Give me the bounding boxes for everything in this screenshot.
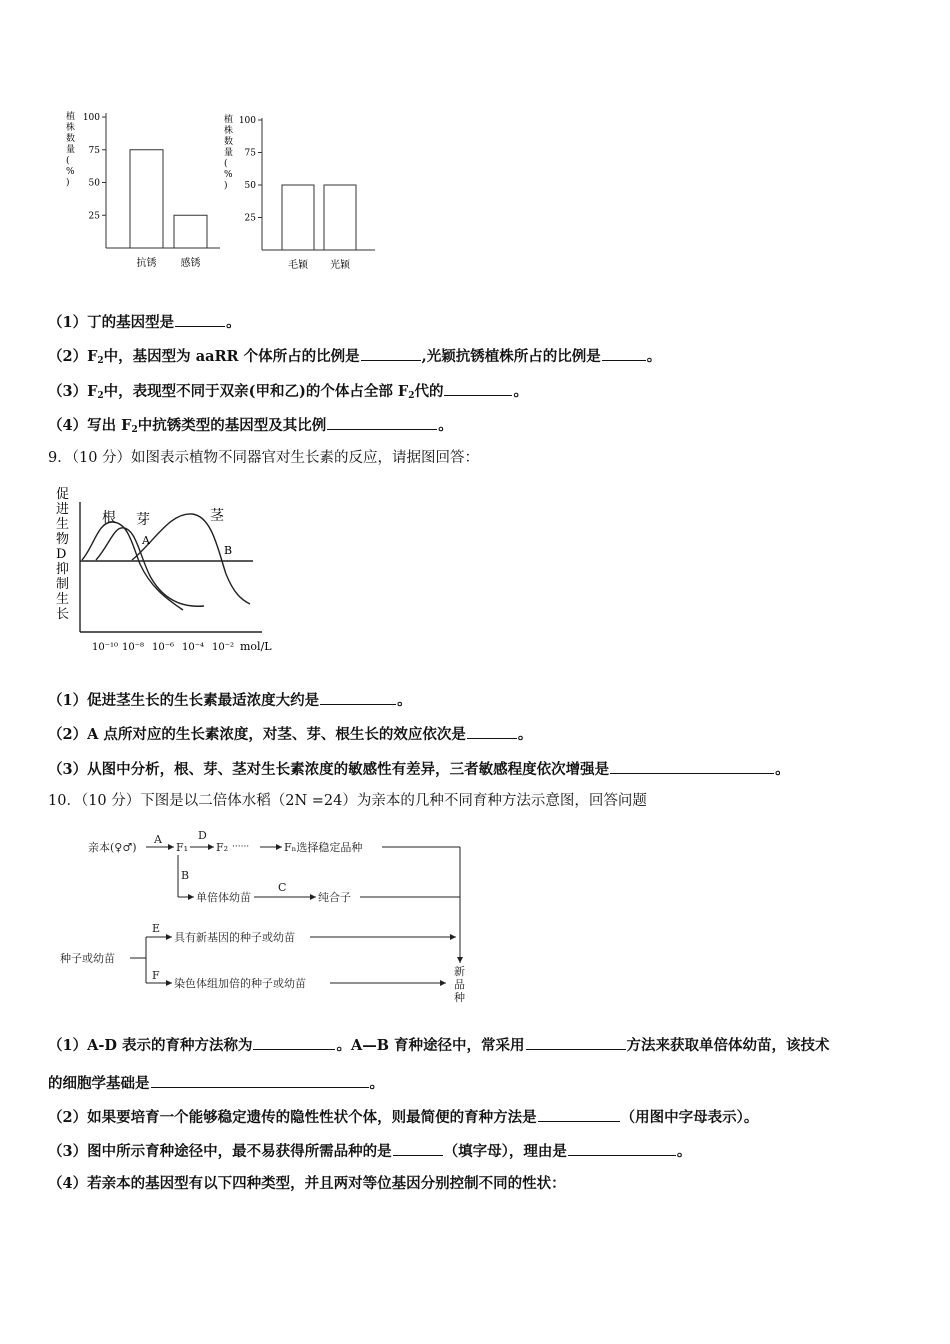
answer-blank[interactable] bbox=[602, 345, 646, 361]
bar-感锈 bbox=[174, 215, 207, 248]
ylabel-char: 长 bbox=[56, 607, 70, 622]
bar-chart-glume-hair bbox=[220, 108, 380, 276]
category-label: 毛颖 bbox=[288, 260, 308, 271]
x-tick-label: 10⁻⁸ bbox=[122, 642, 145, 653]
answer-blank[interactable] bbox=[320, 689, 396, 705]
bar-抗锈 bbox=[130, 150, 163, 248]
f1-label: F₁ bbox=[176, 841, 189, 854]
q10-header: 10．（10 分）下图是以二倍体水稻（2N =24）为亲本的几种不同育种方法示意图，回答问题 bbox=[48, 793, 647, 809]
new-variety-char: 新 bbox=[454, 965, 465, 978]
answer-blank[interactable] bbox=[568, 1140, 676, 1156]
answer-blank[interactable] bbox=[327, 414, 437, 430]
parent-label: 亲本(♀♂) bbox=[88, 841, 137, 854]
seed-label: 种子或幼苗 bbox=[60, 952, 115, 965]
answer-blank[interactable] bbox=[538, 1106, 620, 1122]
answer-blank[interactable] bbox=[526, 1034, 626, 1050]
ylabel-char: 物 bbox=[56, 532, 70, 547]
curve-label: 茎 bbox=[210, 508, 224, 524]
bar-chart-rust-resistance bbox=[60, 105, 230, 275]
answer-blank[interactable] bbox=[175, 311, 225, 327]
q10-subquestion-1-cont: 的细胞学基础是 。 bbox=[48, 1072, 384, 1094]
y-tick-label: 50 bbox=[88, 178, 100, 189]
x-unit-label: mol/L bbox=[240, 640, 272, 653]
label-B: B bbox=[181, 869, 190, 882]
new-variety-label bbox=[454, 965, 465, 1004]
q9-header: 9．（10 分）如图表示植物不同器官对生长素的反应，请据图回答： bbox=[48, 450, 480, 466]
ylabel-char: D bbox=[56, 547, 67, 562]
graph-ylabel bbox=[56, 487, 69, 622]
y-tick-label: 50 bbox=[244, 181, 256, 191]
answer-blank[interactable] bbox=[393, 1140, 443, 1156]
y-tick-label: 25 bbox=[88, 211, 100, 222]
bud-curve bbox=[96, 528, 204, 606]
q10-subquestion-2: （2）如果要培育一个能够稳定遗传的隐性性状个体，则最简便的育种方法是 （用图中字母表示）。 bbox=[48, 1106, 758, 1128]
x-tick-label: 10⁻² bbox=[212, 642, 235, 653]
category-label: 抗锈 bbox=[136, 258, 157, 269]
category-label: 感锈 bbox=[180, 258, 201, 269]
x-tick-label: 10⁻⁶ bbox=[152, 642, 175, 653]
y-tick-label: 100 bbox=[82, 113, 100, 123]
category-label: 光颖 bbox=[330, 260, 350, 271]
point-label: B bbox=[224, 544, 233, 557]
label-A: A bbox=[154, 833, 162, 846]
dots-label: ······ bbox=[232, 842, 250, 852]
x-tick-label: 10⁻⁴ bbox=[182, 642, 205, 653]
q10-subquestion-3: （3）图中所示育种途径中，最不易获得所需品种的是 （填字母），理由是 。 bbox=[48, 1140, 691, 1162]
q9-subquestion-2: （2）A 点所对应的生长素浓度，对茎、芽、根生长的效应依次是 。 bbox=[48, 723, 532, 745]
bar-光颖 bbox=[324, 185, 356, 250]
ylabel-char: 制 bbox=[56, 577, 70, 592]
q8-subquestion-1: （1）丁的基因型是 。 bbox=[48, 311, 241, 333]
q8-subquestion-2: $(2)F_2$中，基因型为 aaRR 个体所占的比例是 ,光颖抗锈植株所占的比例是 。 bbox=[48, 345, 661, 371]
y-tick-label: 25 bbox=[244, 213, 256, 224]
label-E: E bbox=[152, 922, 161, 935]
f2-label: F₂ bbox=[216, 841, 229, 854]
new-gene-label: 具有新基因的种子或幼苗 bbox=[174, 931, 295, 944]
new-variety-char: 品 bbox=[454, 978, 465, 991]
auxin-response-graph bbox=[50, 482, 290, 662]
answer-blank[interactable] bbox=[361, 345, 421, 361]
q10-subquestion-4: （4）若亲本的基因型有以下四种类型，并且两对等位基因分别控制不同的性状： bbox=[48, 1175, 566, 1192]
answer-blank[interactable] bbox=[444, 380, 512, 396]
q8-subquestion-4: （4）写出 $F_2$中抗锈类型的基因型及其比例 。 bbox=[48, 414, 453, 440]
y-tick-label: 75 bbox=[88, 145, 100, 156]
label-C: C bbox=[278, 881, 287, 894]
ylabel-char: 抑 bbox=[56, 562, 70, 577]
y-tick-label: 100 bbox=[238, 116, 256, 126]
point-label: A bbox=[142, 534, 150, 547]
label-D: D bbox=[198, 829, 207, 842]
answer-blank[interactable] bbox=[253, 1034, 335, 1050]
q8-subquestion-3: $(3)F_2$中，表现型不同于双亲(甲和乙)的个体占全部 $F_2$代的 。 bbox=[48, 380, 528, 406]
q9-subquestion-1: （1）促进茎生长的生长素最适浓度大约是 。 bbox=[48, 689, 412, 711]
new-variety-char: 种 bbox=[454, 991, 465, 1004]
chart1-ylabel: 植株数量( % ) bbox=[66, 112, 76, 188]
ylabel-char: 促 bbox=[56, 487, 70, 502]
curve-label: 芽 bbox=[136, 512, 150, 528]
doubled-label: 染色体组加倍的种子或幼苗 bbox=[174, 977, 306, 990]
y-tick-label: 75 bbox=[244, 148, 256, 159]
ylabel-char: 生 bbox=[56, 592, 70, 607]
answer-blank[interactable] bbox=[610, 758, 774, 774]
answer-blank[interactable] bbox=[151, 1072, 369, 1088]
q10-subquestion-1: （1）A-D 表示的育种方法称为 。A—B 育种途径中，常采用 方法来获取单倍体幼苗，该技术 bbox=[48, 1034, 830, 1056]
chart2-ylabel: 植株数量( % ) bbox=[224, 115, 234, 191]
label-F: F bbox=[152, 969, 160, 982]
answer-blank[interactable] bbox=[467, 723, 517, 739]
ylabel-char: 进 bbox=[56, 502, 70, 517]
q9-subquestion-3: （3）从图中分析，根、芽、茎对生长素浓度的敏感性有差异，三者敏感程度依次增强是 。 bbox=[48, 758, 790, 780]
x-tick-label: 10⁻¹⁰ bbox=[92, 642, 119, 653]
breeding-methods-diagram bbox=[60, 825, 480, 1010]
fn-label: Fₙ选择稳定品种 bbox=[284, 841, 363, 854]
ylabel-char: 生 bbox=[56, 517, 70, 532]
curve-label: 根 bbox=[102, 510, 116, 526]
bar-毛颖 bbox=[282, 185, 314, 250]
haploid-label: 单倍体幼苗 bbox=[196, 891, 251, 904]
pure-label: 纯合子 bbox=[318, 891, 351, 904]
